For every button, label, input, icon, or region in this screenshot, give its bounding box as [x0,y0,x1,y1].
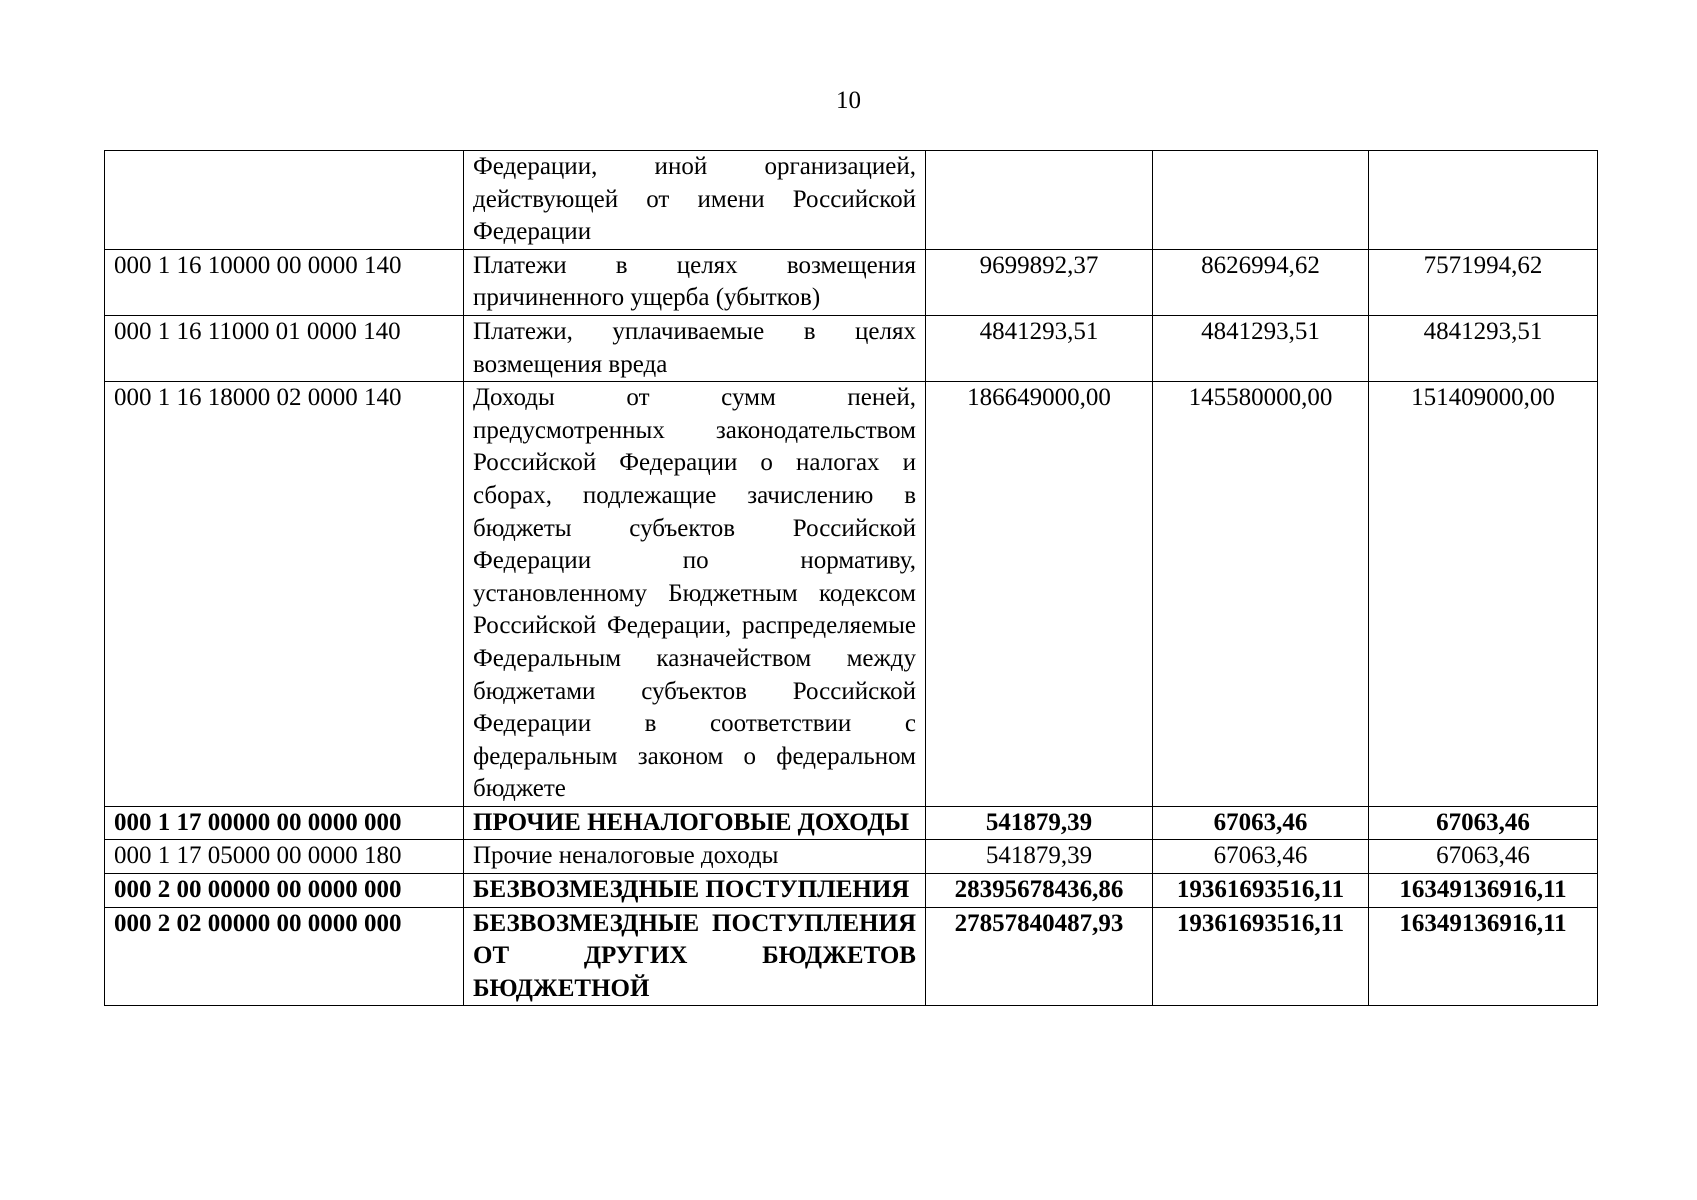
amount-year3-cell [1369,151,1598,250]
revenue-name-cell: Платежи, уплачиваемые в целях возмещения вреда [464,315,926,381]
amount-year2-cell [1153,151,1369,250]
amount-year2-cell: 67063,46 [1153,840,1369,874]
amount-year3-cell: 16349136916,11 [1369,907,1598,1006]
revenue-name-cell: Федерации, иной организацией, действующей от имени Российской Федерации [464,151,926,250]
revenue-name-cell: Доходы от сумм пеней, предусмотренных законодательством Российской Федерации о налогах и сборах, подлежащие зачислению в бюджеты субъектов Российской Федерации по нормативу, установленному Бюджетным кодексом Российской Федерации, распределяемые Федеральным казначейством между бюджетами субъектов Российской Федерации в соответствии с федеральным законом о федеральном бюджете [464,382,926,807]
budget-code-cell: 000 1 16 18000 02 0000 140 [105,382,464,807]
revenue-name-cell: БЕЗВОЗМЕЗДНЫЕ ПОСТУПЛЕНИЯ ОТ ДРУГИХ БЮДЖЕТОВ БЮДЖЕТНОЙ [464,907,926,1006]
table-row [105,840,1598,874]
page-number: 10 [836,87,861,114]
amount-year3-cell: 7571994,62 [1369,249,1598,315]
table-row [105,382,1598,807]
revenue-name-cell: БЕЗВОЗМЕЗДНЫЕ ПОСТУПЛЕНИЯ [464,874,926,908]
budget-code-cell: 000 1 16 11000 01 0000 140 [105,315,464,381]
amount-year2-cell: 145580000,00 [1153,382,1369,807]
revenue-name-cell: Платежи в целях возмещения причиненного ущерба (убытков) [464,249,926,315]
budget-code-cell: 000 1 16 10000 00 0000 140 [105,249,464,315]
amount-year1-cell: 186649000,00 [926,382,1153,807]
amount-year2-cell: 4841293,51 [1153,315,1369,381]
amount-year2-cell: 19361693516,11 [1153,874,1369,908]
budget-code-cell: 000 1 17 00000 00 0000 000 [105,806,464,840]
amount-year3-cell: 67063,46 [1369,806,1598,840]
revenue-name-cell: ПРОЧИЕ НЕНАЛОГОВЫЕ ДОХОДЫ [464,806,926,840]
budget-code-cell: 000 1 17 05000 00 0000 180 [105,840,464,874]
amount-year3-cell: 151409000,00 [1369,382,1598,807]
amount-year1-cell: 541879,39 [926,806,1153,840]
table-row-section [105,907,1598,1006]
amount-year1-cell: 541879,39 [926,840,1153,874]
amount-year3-cell: 4841293,51 [1369,315,1598,381]
amount-year3-cell: 67063,46 [1369,840,1598,874]
table-row-section [105,806,1598,840]
amount-year2-cell: 67063,46 [1153,806,1369,840]
amount-year2-cell: 8626994,62 [1153,249,1369,315]
budget-code-cell [105,151,464,250]
table-row [105,315,1598,381]
amount-year1-cell [926,151,1153,250]
amount-year3-cell: 16349136916,11 [1369,874,1598,908]
table-row-section [105,874,1598,908]
amount-year2-cell: 19361693516,11 [1153,907,1369,1006]
revenue-table [104,150,1598,1006]
amount-year1-cell: 28395678436,86 [926,874,1153,908]
revenue-name-cell: Прочие неналоговые доходы [464,840,926,874]
amount-year1-cell: 9699892,37 [926,249,1153,315]
table-row [105,249,1598,315]
budget-code-cell: 000 2 02 00000 00 0000 000 [105,907,464,1006]
table-row [105,151,1598,250]
amount-year1-cell: 27857840487,93 [926,907,1153,1006]
budget-code-cell: 000 2 00 00000 00 0000 000 [105,874,464,908]
amount-year1-cell: 4841293,51 [926,315,1153,381]
